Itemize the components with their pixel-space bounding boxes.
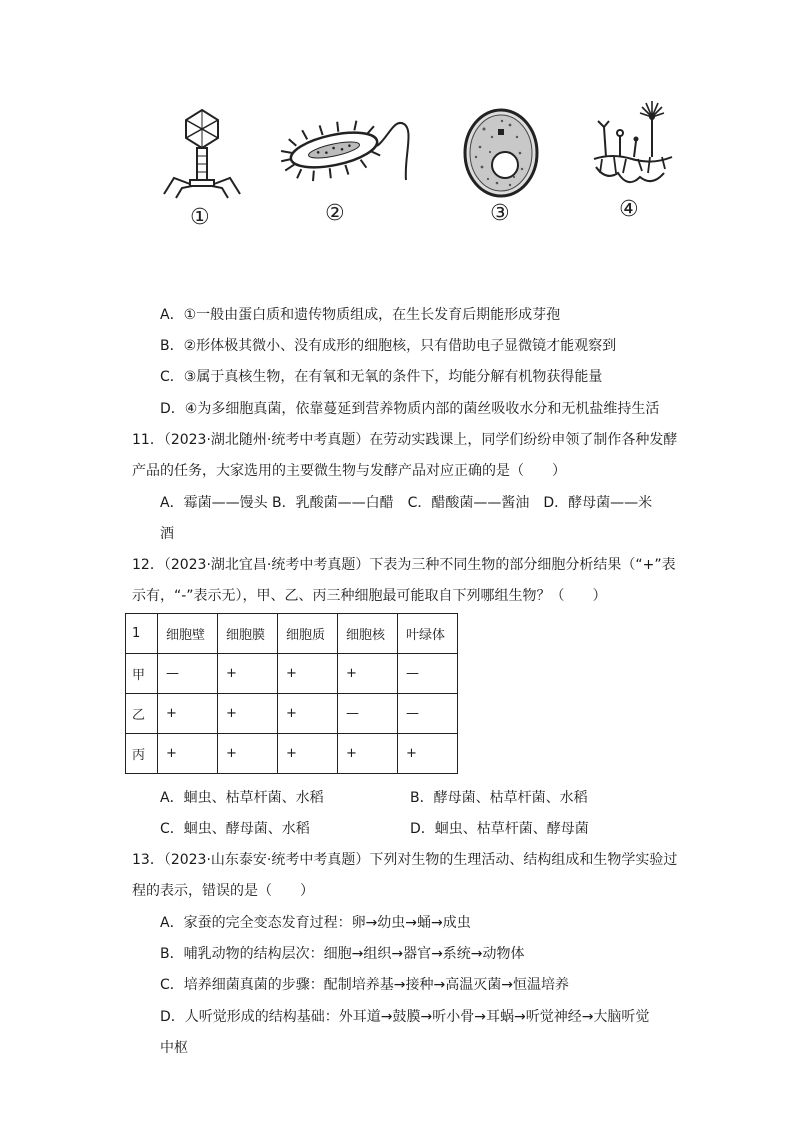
cell-analysis-table: [125, 613, 458, 774]
table-cell: +: [158, 694, 218, 734]
table-header-cell: 1: [126, 614, 158, 654]
table-cell: —: [398, 694, 458, 734]
table-cell: +: [398, 734, 458, 774]
table-cell: +: [278, 654, 338, 694]
figure-1-label: ①: [190, 205, 210, 230]
table-cell: —: [158, 654, 218, 694]
q13-stem-line1: 13．（2023·山东泰安·统考中考真题）下列对生物的生理活动、结构组成和生物学实验过: [132, 852, 678, 868]
q13-option-d-line1: D．人听觉形成的结构基础：外耳道→鼓膜→听小骨→耳蜗→听觉神经→大脑听觉: [160, 1009, 650, 1025]
q13-option-c: C．培养细菌真菌的步骤：配制培养基→接种→高温灭菌→恒温培养: [160, 977, 569, 993]
table-cell: 甲: [126, 654, 158, 694]
table-header-cell: 细胞膜: [218, 614, 278, 654]
q13-option-d-line2: 中枢: [160, 1040, 188, 1056]
q12-stem-line2: 示有，“-”表示无），甲、乙、丙三种细胞最可能取自下列哪组生物？（ ）: [132, 588, 607, 604]
q12-stem-line1: 12．（2023·湖北宜昌·统考中考真题）下表为三种不同生物的部分细胞分析结果（“+”表: [132, 557, 676, 573]
q10-option-b: B．②形体极其微小、没有成形的细胞核，只有借助电子显微镜才能观察到: [160, 338, 617, 354]
yeast-figure: [462, 107, 544, 199]
table-cell: +: [338, 654, 398, 694]
q13-option-a: A．家蚕的完全变态发育过程：卵→幼虫→蛹→成虫: [160, 915, 471, 931]
q12-option-d: D．蛔虫、枯草杆菌、酵母菌: [410, 821, 589, 837]
table-cell: +: [218, 654, 278, 694]
table-cell: +: [338, 734, 398, 774]
table-header-cell: 细胞核: [338, 614, 398, 654]
table-cell: +: [278, 694, 338, 734]
table-cell: 丙: [126, 734, 158, 774]
q12-option-c: C．蛔虫、酵母菌、水稻: [160, 821, 310, 837]
table-cell: —: [398, 654, 458, 694]
q12-option-b: B．酵母菌、枯草杆菌、水稻: [410, 790, 588, 806]
q12-option-a: A．蛔虫、枯草杆菌、水稻: [160, 790, 324, 806]
q13-option-b: B．哺乳动物的结构层次：细胞→组织→器官→系统→动物体: [160, 946, 525, 962]
mold-figure: [592, 97, 674, 189]
q13-stem-line2: 程的表示，错误的是（ ）: [132, 883, 314, 899]
figure-4-label: ④: [619, 197, 639, 222]
figure-3-label: ③: [490, 201, 510, 226]
table-row: [126, 694, 458, 734]
figure-2-label: ②: [325, 201, 345, 226]
table-header-cell: 细胞质: [278, 614, 338, 654]
table-cell: +: [278, 734, 338, 774]
table-header-cell: 叶绿体: [398, 614, 458, 654]
q11-options-line2: 酒: [160, 526, 174, 542]
table-row: [126, 734, 458, 774]
q10-option-c: C．③属于真核生物，在有氧和无氧的条件下，均能分解有机物获得能量: [160, 369, 603, 385]
q11-options-line1: A．霉菌——馒头 B．乳酸菌——白醋 C．醋酸菌——酱油 D．酵母菌——米: [160, 495, 653, 511]
q11-stem-line1: 11．（2023·湖北随州·统考中考真题）在劳动实践课上，同学们纷纷申领了制作各种发酵: [132, 432, 678, 448]
table-header-cell: 细胞壁: [158, 614, 218, 654]
table-header-row: [126, 614, 458, 654]
table-cell: +: [218, 734, 278, 774]
q11-stem-line2: 产品的任务，大家选用的主要微生物与发酵产品对应正确的是（ ）: [132, 463, 566, 479]
bacteriophage-figure: [160, 108, 244, 200]
table-cell: +: [158, 734, 218, 774]
table-cell: 乙: [126, 694, 158, 734]
table-cell: +: [218, 694, 278, 734]
table-row: [126, 654, 458, 694]
q10-option-d: D．④为多细胞真菌，依靠蔓延到营养物质内部的菌丝吸收水分和无机盐维持生活: [160, 401, 660, 417]
table-cell: —: [338, 694, 398, 734]
q10-option-a: A．①一般由蛋白质和遗传物质组成，在生长发育后期能形成芽孢: [160, 307, 561, 323]
bacterium-figure: [276, 118, 421, 188]
